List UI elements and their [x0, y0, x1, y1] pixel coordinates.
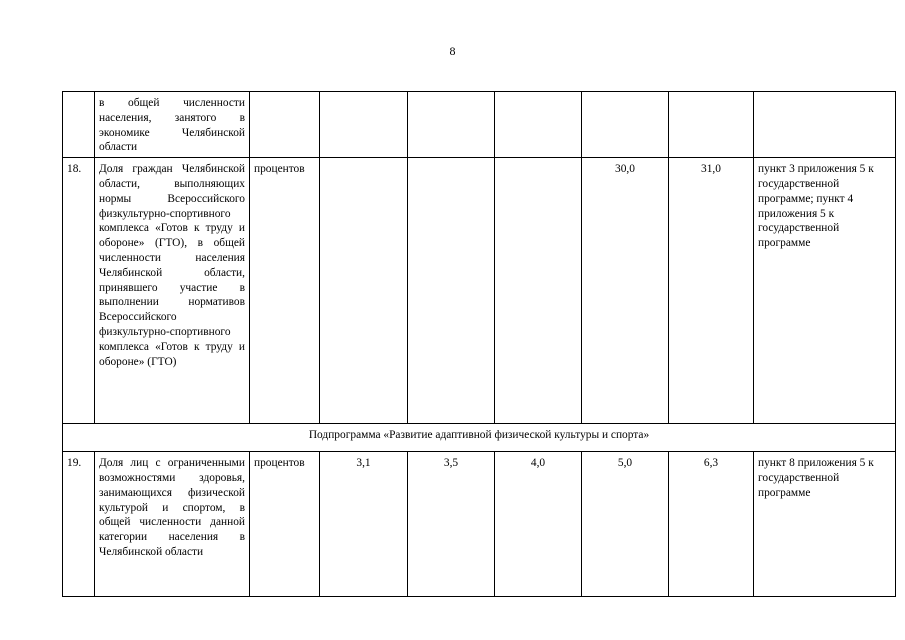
source-cell: пункт 8 приложения 5 к государственной программе: [754, 452, 896, 597]
subprogram-title: Подпрограмма «Развитие адаптивной физической культуры и спорта»: [63, 424, 896, 452]
indicators-table: [62, 91, 896, 597]
table-row: [63, 452, 896, 597]
source-cell: пункт 3 приложения 5 к государственной программе; пункт 4 приложения 5 к государственной программе: [754, 158, 896, 424]
value-cell: 5,0: [582, 452, 669, 597]
subprogram-row: [63, 424, 896, 452]
row-number: 18.: [63, 158, 95, 424]
table-row: [63, 92, 896, 158]
value-cell: 30,0: [582, 158, 669, 424]
unit-cell: [250, 92, 320, 158]
value-cell: 6,3: [669, 452, 754, 597]
value-cell: 31,0: [669, 158, 754, 424]
value-cell: 3,1: [320, 452, 408, 597]
value-cell: [320, 92, 408, 158]
value-cell: [408, 158, 495, 424]
value-cell: 4,0: [495, 452, 582, 597]
table-row: [63, 158, 896, 424]
value-cell: [669, 92, 754, 158]
value-cell: [408, 92, 495, 158]
unit-cell: процентов: [250, 158, 320, 424]
indicator-name: Доля граждан Челябинской области, выполняющих нормы Всероссийского физкультурно-спортивного комплекса «Готов к труду и обороне» (ГТО), в общей численности населения Челябинской области, принявшего участие в выполнении нормативов Всероссийского физкультурно-спортивного комплекса «Готов к труду и обороне» (ГТО): [95, 158, 250, 424]
value-cell: [495, 92, 582, 158]
page-number: 8: [449, 44, 456, 58]
value-cell: [582, 92, 669, 158]
value-cell: [320, 158, 408, 424]
source-cell: [754, 92, 896, 158]
row-number: [63, 92, 95, 158]
indicator-name: в общей численности населения, занятого в экономике Челябинской области: [95, 92, 250, 158]
value-cell: [495, 158, 582, 424]
unit-cell: процентов: [250, 452, 320, 597]
row-number: 19.: [63, 452, 95, 597]
value-cell: 3,5: [408, 452, 495, 597]
indicator-name: Доля лиц с ограниченными возможностями здоровья, занимающихся физической культурой и спортом, в общей численности данной категории населения в Челябинской области: [95, 452, 250, 597]
